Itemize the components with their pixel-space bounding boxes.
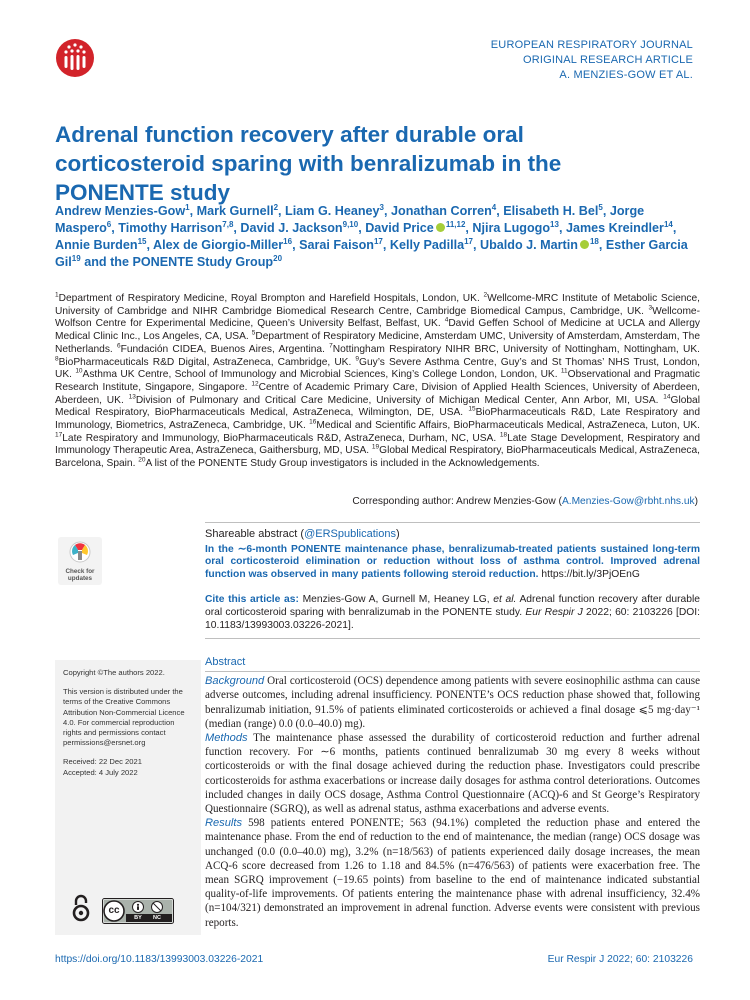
author-name: Sarai Faison: [299, 238, 374, 252]
affiliation-number: 5: [251, 329, 256, 337]
affiliation-text: Division of Pulmonary and Critical Care Medicine, University of Michigan Medical Center, Ann Arbor, MI, USA.: [135, 394, 659, 406]
author-name: Esther Garcia Gil: [55, 238, 688, 269]
corresponding-author: [352, 496, 698, 507]
affiliation-number: 12: [251, 380, 259, 388]
author-affiliation-number: 3: [379, 202, 384, 212]
affiliation-text: BioPharmaceuticals R&D, Late Respiratory and Immunology, Biometrics, AstraZeneca, Cambridge, UK.: [55, 407, 700, 432]
cite-text: Adrenal function recovery after durable oral corticosteroid sparing with benralizumab in the PONENTE study.: [205, 594, 700, 618]
shareable-abstract: [205, 528, 700, 582]
corresponding-email-link[interactable]: A.Menzies-Gow@rbht.nhs.uk: [561, 496, 695, 507]
affiliation-text: Observational and Pragmatic Research Institute, Singapore, Singapore.: [55, 369, 700, 393]
background-label: Background: [205, 675, 265, 688]
affiliation-number: 14: [663, 393, 671, 401]
affiliation-number: 20: [138, 456, 146, 464]
author-affiliation-number: 1: [185, 202, 190, 212]
abstract-section: [205, 655, 700, 930]
author-name: Alex de Giorgio-Miller: [153, 238, 284, 252]
running-author: A. MENZIES-GOW ET AL.: [559, 69, 693, 81]
affiliation-number: 13: [128, 393, 136, 401]
author-name: Njira Lugogo: [472, 221, 551, 235]
author-conjunction: and: [84, 255, 107, 269]
results-label: Results: [205, 817, 242, 830]
author-name: Jorge Maspero: [55, 204, 645, 235]
author-name: Mark Gurnell: [196, 204, 274, 218]
corresponding-label: Corresponding author: Andrew Menzies-Gow (: [352, 496, 562, 507]
author-affiliation-number: 17: [373, 236, 383, 246]
author-affiliation-number: 9,10: [342, 219, 359, 229]
article-type: ORIGINAL RESEARCH ARTICLE: [522, 54, 693, 66]
author-name: Annie Burden: [55, 238, 138, 252]
affiliation-number: 10: [75, 367, 83, 375]
copyright-text: Copyright ©The authors 2022.: [63, 668, 165, 677]
methods-text: The maintenance phase assessed the durability of corticosteroid reduction and further adrenal function recovery. For ∼6 months, patients continued benralizumab 30 mg every 8 weeks without corticosteroids or with the final dosage achieved during the reduction phase. Investigators could prescribe corticosteroids for asthma exacerbations or increase daily dosages for asthma control deteriorations. Outcomes included changes in daily OCS dosage, Asthma Control Questionnaire (ACQ)-6 and St George’s Respiratory Questionnaire (SGRQ), as well as adrenal status, asthma exacerbations and adverse events.: [205, 732, 700, 816]
author-list: Andrew Menzies-Gow$^1$, Mark Gurnell$^2$, Liam G. Heaney$^3$, Jonathan Corren$^4$, Elisabeth H. Bel$^5$, Jorge Maspero$^6$, Timothy Harrison$^{7,8}$, David J. Jackson$^{9,10}$, David Price $^{11,12}$, Njira Lugogo$^{13}$, James Kreindler$^{14}$, Annie Burden$^{15}$, Alex de Giorgio-Miller$^{16}$, Sarai Faison$^{17}$, Kelly Padilla$^{17}$, Ubaldo J. Martin $^{18}$, Esther Garcia Gil$^{19}$ and the PONENTE Study Group$^{20}$: [55, 202, 688, 269]
affiliation-text: Department of Respiratory Medicine, Royal Brompton and Harefield Hospitals, London, UK.: [58, 293, 480, 304]
corresponding-close: ): [694, 496, 698, 507]
author-affiliation-number: 13: [550, 219, 559, 229]
affiliation-text: A list of the PONENTE Study Group investigators is included in the Acknowledgements.: [145, 458, 540, 470]
affiliation-number: 11: [560, 367, 568, 375]
article-title: Adrenal function recovery after durable oral corticosteroid sparing with benralizumab in the PONENTE study: [55, 122, 562, 205]
cc-label: cc: [108, 905, 120, 916]
affiliation-number: 15: [468, 405, 476, 413]
affiliation-text: Nottingham Respiratory NIHR BRC, University of Nottingham, Nottingham, UK.: [332, 343, 700, 355]
license-text: This version is distributed under the terms of the Creative Commons Attribution Non-Commercial Licence 4.0. For commercial reproduction rights and permissions contact permissions@ersnet.org: [63, 687, 185, 748]
author-name: Elisabeth H. Bel: [503, 204, 599, 218]
affiliation-text: Late Respiratory and Immunology, BioPharmaceuticals R&D, AstraZeneca, Durham, NC, USA.: [62, 432, 497, 444]
author-affiliation-number: 15: [137, 236, 147, 246]
author-name: Timothy Harrison: [118, 221, 223, 235]
ers-logo-icon: [55, 38, 95, 78]
cite-ref: 2022; 60: 2103226 [DOI: 10.1183/13993003.03226-2021].: [205, 606, 700, 631]
shareable-close: ): [395, 528, 400, 540]
accepted-date: Accepted: 4 July 2022: [63, 767, 138, 777]
crossmark-line-1: Check for: [65, 568, 95, 575]
affiliation-number: 3: [648, 304, 653, 312]
cite-label: Cite this article as:: [205, 594, 299, 605]
author-affiliation-number: 16: [283, 236, 293, 246]
running-header: [491, 38, 693, 83]
author-affiliation-number: 11,12: [445, 219, 466, 229]
affiliation-text: Global Medical Respiratory, BioPharmaceuticals Medical, AstraZeneca, Wilmington, DE, USA.: [55, 394, 700, 419]
affiliation-text: David Geffen School of Medicine at UCLA and Allergy Medical Clinic Inc., Los Angeles, CA, USA.: [55, 318, 700, 343]
author-affiliation-number: 19: [71, 253, 81, 263]
affiliation-text: Wellcome-MRC Institute of Metabolic Science, University of Cambridge and NIHR Cambridge Biomedical Research Centre, Cambridge Biomedical Campus, Cambridge, UK.: [55, 293, 701, 317]
affiliation-text: Fundación CIDEA, Buenos Aires, Argentina.: [120, 343, 325, 355]
affiliation-number: 8: [55, 355, 59, 363]
affiliation-text: Centre of Academic Primary Care, Division of Applied Health Sciences, University of Aberdeen, Aberdeen, UK.: [55, 381, 700, 406]
author-affiliation-number: 20: [273, 253, 283, 263]
open-access-icon: [72, 894, 90, 922]
author-affiliation-number: 5: [598, 202, 603, 212]
received-date: Received: 22 Dec 2021: [63, 757, 142, 767]
twitter-handle-link[interactable]: @ERSpublications: [304, 528, 396, 540]
cite-authors: Menzies-Gow A, Gurnell M, Heaney LG,: [302, 594, 490, 605]
methods-label: Methods: [205, 732, 248, 745]
affiliation-text: Guy’s Severe Asthma Centre, Guy’s and St Thomas’ NHS Trust, London, UK.: [55, 356, 700, 381]
author-affiliation-number: 14: [663, 219, 673, 229]
affiliation-number: 18: [499, 431, 508, 439]
check-for-updates-button[interactable]: [58, 537, 102, 585]
affiliation-text: Wellcome-Wolfson Centre for Experimental Medicine, Queen’s University Belfast, Belfast, UK.: [55, 305, 700, 330]
author-name: Ubaldo J. Martin: [479, 238, 578, 252]
cc-license-labels: [102, 898, 174, 924]
license-sidebar: [55, 660, 201, 935]
author-affiliation-number: 6: [106, 219, 112, 229]
cite-journal: Eur Respir J: [525, 606, 583, 618]
author-affiliation-number: 7,8: [222, 219, 234, 229]
affiliation-text: Asthma UK Centre, School of Immunology and Microbial Sciences, King’s College London, London, UK.: [82, 369, 558, 381]
journal-name: EUROPEAN RESPIRATORY JOURNAL: [490, 39, 693, 51]
affiliation-number: 2: [483, 291, 488, 299]
background-text: Oral corticosteroid (OCS) dependence among patients with severe eosinophilic asthma can cause adverse outcomes, including adrenal insufficiency. PONENTE’s OCS reduction phase showed that, following benralizumab initiation, 91.5% of patients eliminated corticosteroids or achieved a final dosage ⩽5 mg·day⁻¹ (median (range) 0.0 (0.0–40.0) mg).: [205, 675, 700, 730]
affiliation-text: Late Stage Development, Respiratory and Immunology Therapeutic Area, AstraZeneca, Gaithersburg, MD, USA.: [55, 432, 700, 457]
short-link[interactable]: https://bit.ly/3PjOEnG: [541, 569, 640, 581]
author-name: Jonathan Corren: [391, 204, 492, 218]
shareable-text: In the ∼6-month PONENTE maintenance phase, benralizumab-treated patients sustained long-term oral corticosteroid elimination or reduction without loss of asthma control. Improved adrenal function was observed in many patients following steroid reduction.: [205, 543, 700, 581]
author-name: Liam G. Heaney: [285, 204, 380, 218]
author-name: David J. Jackson: [240, 221, 343, 235]
shareable-label: Shareable abstract (: [205, 528, 305, 540]
affiliation-number: 1: [55, 291, 59, 299]
citation-block: [205, 594, 700, 633]
affiliation-number: 9: [355, 355, 360, 363]
author-affiliation-number: 2: [273, 202, 279, 212]
orcid-icon[interactable]: [580, 240, 589, 249]
nc-label: NC: [153, 915, 161, 921]
author-name: the PONENTE Study Group: [110, 255, 274, 269]
affiliation-text: Medical and Scientific Affairs, BioPharmaceuticals Medical, AstraZeneca, Luton, UK.: [316, 420, 700, 432]
affiliation-number: 17: [55, 431, 63, 439]
cite-etal: et al.: [493, 594, 517, 605]
author-affiliation-number: 4: [491, 202, 497, 212]
affiliation-text: BioPharmaceuticals R&D Digital, AstraZeneca, Cambridge, UK.: [58, 356, 352, 368]
affiliation-number: 16: [309, 418, 317, 426]
affiliation-text: Global Medical Respiratory, BioPharmaceuticals Medical, AstraZeneca, Barcelona, Spain.: [55, 445, 701, 470]
affiliation-number: 19: [371, 444, 380, 452]
footer-citation: Eur Respir J 2022; 60: 2103226: [547, 954, 693, 965]
author-name: Andrew Menzies-Gow: [55, 204, 186, 218]
author-name: James Kreindler: [565, 221, 664, 235]
cite-divider: [205, 638, 700, 639]
results-text: 598 patients entered PONENTE; 563 (94.1%) completed the reduction phase and entered the maintenance phase. From the end of reduction to the end of maintenance, the median (range) OCS dosage was unchanged (0.0 (0.0–40.0) mg), 3.2% (n=18/563) of patients experienced daily dosage increases, the mean ACQ-6 score decreased from 1.26 to 1.18 and 84.5% (n=476/563) of patients were exacerbation free. The mean SGRQ improvement (−19.65 points) from baseline to the end of maintenance indicated substantial quality-of-life improvements. Of patients entering the maintenance phase with adrenal insufficiency, 32.4% (n=104/321) demonstrated an improvement in adrenal function. Adverse events were consistent with previous reports.: [205, 817, 700, 929]
author-affiliation-number: 18: [589, 236, 599, 246]
abstract-title: Abstract: [205, 655, 700, 672]
author-affiliation-number: 17: [464, 236, 473, 246]
crossmark-line-2: updates: [67, 575, 93, 582]
author-name: David Price: [365, 221, 434, 235]
top-divider: [205, 522, 700, 523]
by-label: BY: [134, 915, 142, 921]
footer-doi-link[interactable]: https://doi.org/10.1183/13993003.03226-2021: [55, 954, 264, 965]
affiliation-number: 6: [116, 342, 121, 350]
affiliation-number: 7: [329, 342, 333, 350]
affiliation-text: Department of Respiratory Medicine, Amsterdam UMC, University of Amsterdam, Amsterdam, The Netherlands.: [55, 331, 700, 355]
crossmark-icon: [69, 541, 91, 563]
author-name: Kelly Padilla: [389, 238, 465, 252]
orcid-icon[interactable]: [436, 223, 445, 232]
affiliations: [55, 293, 700, 471]
affiliation-number: 4: [444, 317, 449, 325]
